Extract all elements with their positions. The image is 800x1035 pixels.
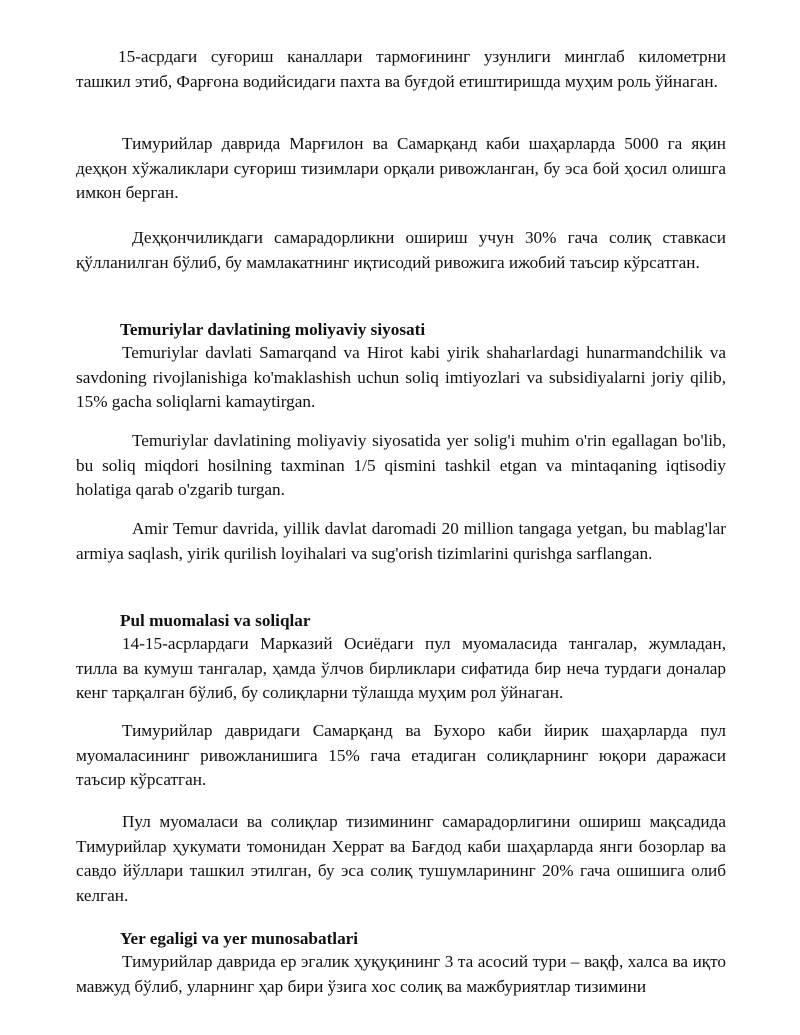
- section-heading-land-ownership: Yer egaligi va yer munosabatlari: [120, 929, 359, 948]
- paragraph-tax-rate: Деҳқончиликдаги самарадорликни ошириш учун 30% гача солиқ ставкаси қўлланилган бўлиб, бу мамлакатнинг иқтисодий ривожига ижобий таъсир кўрсатган.: [76, 228, 726, 272]
- paragraph-new-markets: Пул муомаласи ва солиқлар тизимининг самарадорлигини ошириш мақсадида Тимурийлар ҳукумати томонидан Херрат ва Бағдод каби шаҳарларда янги бозорлар ва савдо йўллари ташкил этилган, бу эса солиқ тушумларининг 20% гача ошишига олиб келган.: [76, 812, 726, 905]
- paragraph-money-development: Тимурийлар давридаги Самарқанд ва Бухоро каби йирик шаҳарларда пул муомаласининг ривожланишига 15% гача етадиган солиқларнинг юқори даражаси таъсир кўрсатган.: [76, 721, 726, 789]
- paragraph-state-revenue: Amir Temur davrida, yillik davlat daromadi 20 million tangaga yetgan, bu mablag'lar armiya saqlash, yirik qurilish loyihalari va sug'orish tizimlarini qurishga sarflangan.: [76, 519, 726, 563]
- paragraph-timurid-farms: Тимурийлар даврида Марғилон ва Самарқанд каби шаҳарларда 5000 га яқин деҳқон хўжаликлари суғориш тизимлари орқали ривожланган, бу эса бой ҳосил олишга имкон берган.: [76, 134, 726, 202]
- paragraph-irrigation-canals: 15-асрдаги суғориш каналлари тармоғининг узунлиги минглаб километрни ташкил этиб, Фарғона водийсидаги пахта ва буғдой етиштиришда муҳим роль ўйнаган.: [76, 47, 726, 91]
- paragraph-tax-exemptions: Temuriylar davlati Samarqand va Hirot kabi yirik shaharlardagi hunarmandchilik va savdoning rivojlanishiga ko'maklashish uchun soliq imtiyozlari va subsidiyalarni joriy qilib, 15% gacha soliqlarni kamaytirgan.: [76, 343, 726, 411]
- paragraph-land-tax: Temuriylar davlatining moliyaviy siyosatida yer solig'i muhim o'rin egallagan bo'lib, bu soliq miqdori hosilning taxminan 1/5 qismini tashkil etgan va mintaqaning iqtisodiy holatiga qarab o'zgarib turgan.: [76, 431, 726, 499]
- paragraph-coins: 14-15-асрлардаги Марказий Осиёдаги пул муомаласида тангалар, жумладан, тилла ва кумуш тангалар, ҳамда ўлчов бирликлари сифатида бир неча турдаги доналар кенг тарқалган бўлиб, бу солиқларни тўлашда муҳим рол ўйнаган.: [76, 634, 726, 702]
- section-heading-money-circulation: Pul muomalasi va soliqlar: [120, 611, 311, 630]
- paragraph-land-rights: Тимурийлар даврида ер эгалик ҳуқуқининг 3 та асосий тури – вақф, халса ва иқто мавжуд бўлиб, уларнинг ҳар бири ўзига хос солиқ ва мажбуриятлар тизимини: [76, 952, 726, 996]
- section-heading-financial-policy: Temuriylar davlatining moliyaviy siyosati: [120, 320, 426, 339]
